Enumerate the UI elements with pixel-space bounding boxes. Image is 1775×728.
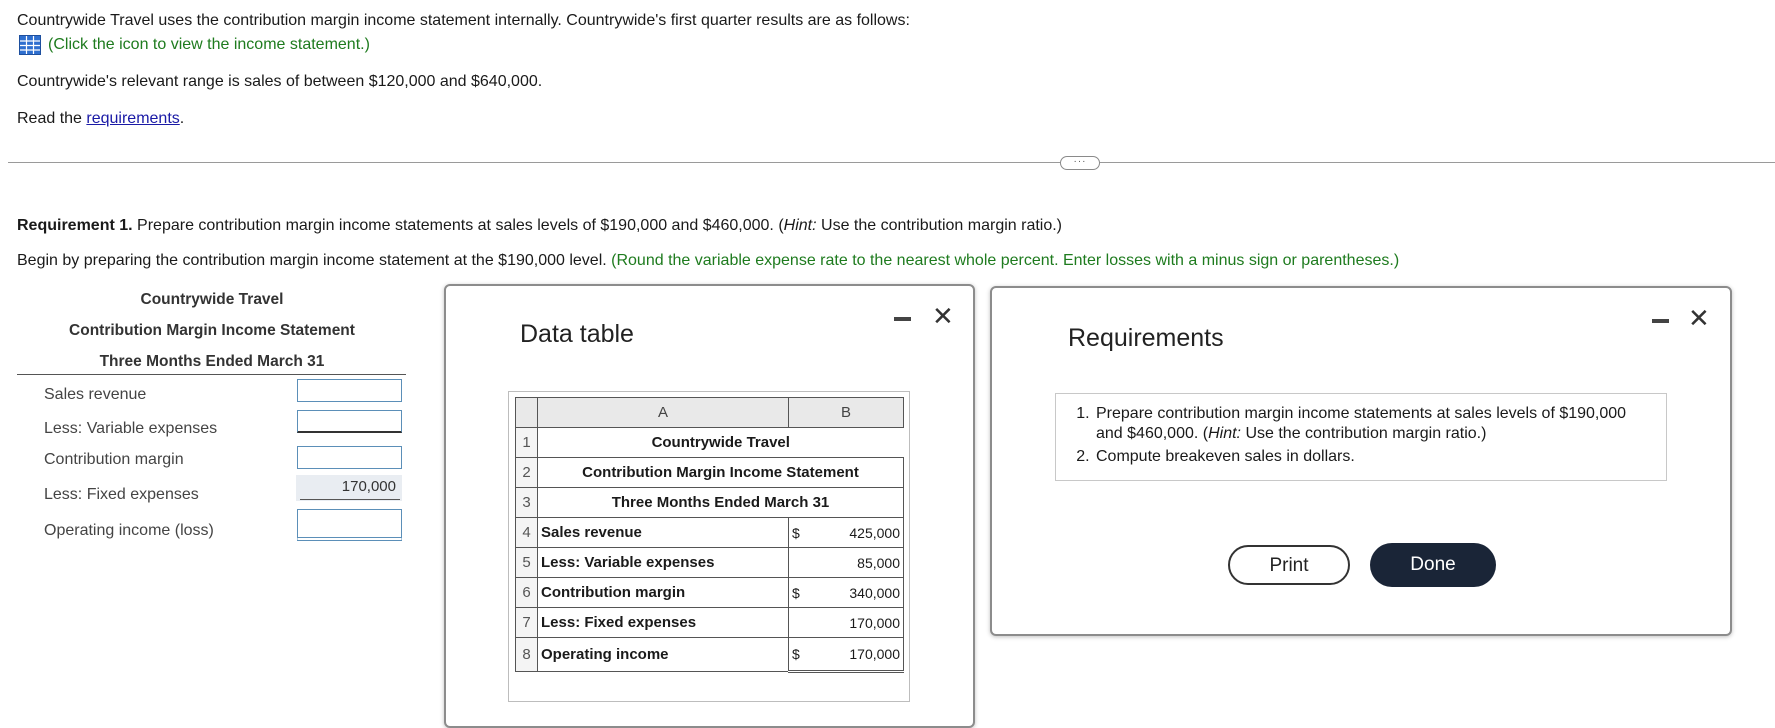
minimize-icon[interactable] <box>894 317 911 321</box>
requirements-title: Requirements <box>1068 324 1224 352</box>
view-statement-link[interactable]: (Click the icon to view the income statement.) <box>48 36 370 53</box>
statement-title: Contribution Margin Income Statement <box>69 322 355 339</box>
requirement-item-1: 1. Prepare contribution margin income statements at sales levels of $190,000 and $460,000. (Hint: Use the contribution margin ratio.) <box>1094 404 1646 444</box>
table-row: 3 Three Months Ended March 31 <box>516 488 904 518</box>
requirement-1-text: Requirement 1. Prepare contribution margin income statements at sales levels of $190,000 and $460,000. (Hint: Use the contribution margin ratio.) <box>17 217 1063 234</box>
requirements-list-box <box>1055 393 1667 481</box>
contribution-margin-input[interactable] <box>297 446 402 469</box>
statement-period: Three Months Ended March 31 <box>99 353 325 370</box>
table-row: 4 Sales revenue $ 425,000 <box>516 518 904 548</box>
table-row: 1 Countrywide Travel <box>516 428 904 458</box>
relevant-range-text: Countrywide's relevant range is sales of between $120,000 and $640,000. <box>17 73 543 90</box>
read-requirements-line: Read the requirements. <box>17 110 185 127</box>
requirements-link[interactable]: requirements <box>86 110 180 127</box>
data-table <box>515 397 904 673</box>
row-fixed-expenses-label: Less: Fixed expenses <box>44 486 199 503</box>
print-button[interactable]: Print <box>1228 545 1350 585</box>
fixed-expenses-underline <box>300 499 400 500</box>
variable-expenses-input[interactable] <box>297 410 402 433</box>
requirements-list <box>1056 394 1666 467</box>
close-icon[interactable]: ✕ <box>932 301 954 331</box>
data-table-title: Data table <box>520 320 634 348</box>
fixed-expenses-value-cell <box>296 475 402 501</box>
requirement-item-2: 2. Compute breakeven sales in dollars. <box>1094 447 1646 467</box>
row-operating-income-label: Operating income (loss) <box>44 522 214 539</box>
row-sales-revenue-label: Sales revenue <box>44 386 147 403</box>
expand-button[interactable]: ··· <box>1060 156 1100 170</box>
row-contribution-margin-label: Contribution margin <box>44 451 184 468</box>
table-icon[interactable] <box>19 35 41 55</box>
intro-text: Countrywide Travel uses the contribution margin income statement internally. Countrywide's first quarter results are as follows: <box>17 12 910 29</box>
table-row: 8 Operating income $ 170,000 <box>516 638 904 672</box>
table-row: 5 Less: Variable expenses 85,000 <box>516 548 904 578</box>
table-row: 2 Contribution Margin Income Statement <box>516 458 904 488</box>
table-row: 6 Contribution margin $ 340,000 <box>516 578 904 608</box>
divider <box>8 162 1775 163</box>
statement-company: Countrywide Travel <box>140 291 284 308</box>
begin-instructions: Begin by preparing the contribution margin income statement at the $190,000 level. (Round the variable expense rate to the nearest whole percent. Enter losses with a minus sign or parentheses.) <box>17 252 1400 269</box>
data-table-frame <box>508 391 910 702</box>
statement-header-rule <box>17 374 406 375</box>
sales-revenue-input[interactable] <box>297 379 402 402</box>
done-button[interactable]: Done <box>1370 543 1496 587</box>
minimize-icon[interactable] <box>1652 319 1669 323</box>
close-icon[interactable]: ✕ <box>1688 303 1710 333</box>
table-header-row <box>516 398 904 428</box>
operating-income-input[interactable] <box>297 509 402 541</box>
fixed-expenses-value: 170,000 <box>341 478 396 495</box>
column-b-header: B <box>789 398 904 428</box>
table-row: 7 Less: Fixed expenses 170,000 <box>516 608 904 638</box>
column-a-header: A <box>538 398 789 428</box>
row-variable-expenses-label: Less: Variable expenses <box>44 420 218 437</box>
